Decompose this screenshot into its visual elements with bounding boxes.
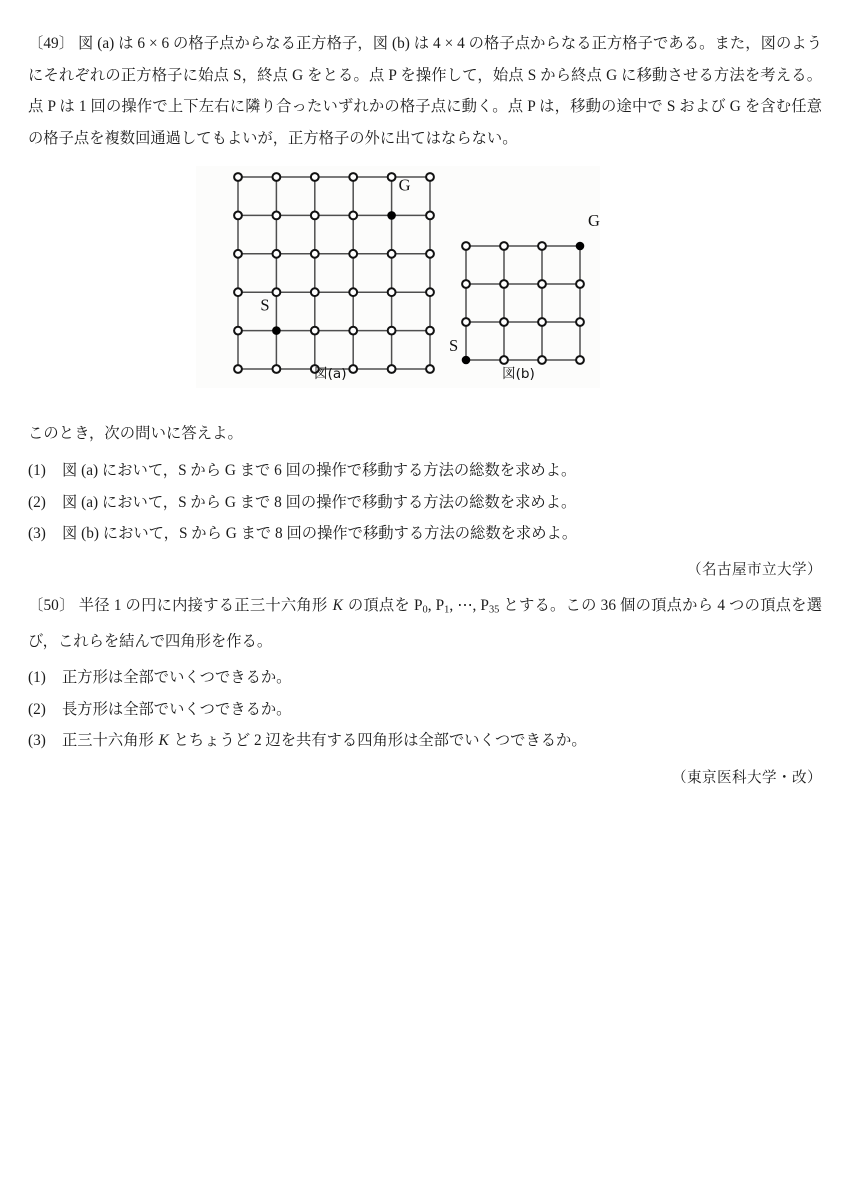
lattice-point: [273, 250, 281, 258]
problem-49-attribution: （名古屋市立大学）: [687, 561, 822, 578]
lattice-point: [538, 280, 546, 288]
lattice-point: [273, 212, 281, 220]
q49-3-text: 図 (b) において，S から G まで 8 回の操作で移動する方法の総数を求めよ。: [62, 525, 578, 543]
lattice-point: [426, 327, 434, 335]
lattice-point: [576, 318, 584, 326]
q49-1-num: (1): [28, 462, 46, 479]
marker-label-s: S: [449, 336, 459, 355]
lattice-point: [234, 250, 242, 258]
lattice-point: [576, 356, 584, 364]
lattice-point: [538, 242, 546, 250]
q50-2-num: (2): [28, 700, 46, 718]
lattice-point: [426, 250, 434, 258]
lattice-point: [311, 288, 319, 296]
figure-svg: [196, 166, 600, 388]
problem-49: [28, 28, 822, 154]
problem-49-paragraph: [28, 28, 822, 154]
lattice-point: [349, 288, 357, 296]
problem-50-mid: の頂点を P: [343, 597, 423, 614]
lattice-point: [273, 365, 281, 373]
lattice-point: [500, 318, 508, 326]
lattice-point: [311, 250, 319, 258]
q50-2-text: 長方形は全部でいくつできるか。: [62, 700, 292, 718]
lattice-point: [576, 280, 584, 288]
problem-50-sub35: 35: [488, 604, 500, 616]
lattice-point: [311, 327, 319, 335]
lattice-point: [234, 212, 242, 220]
lattice-point: [500, 242, 508, 250]
problem-50-question-2: [28, 694, 822, 726]
lattice-point: [426, 288, 434, 296]
problem-50-post: とする。この 36 個の頂点から 4 つの頂点を選び，これらを結んで四角形を作る。: [28, 597, 823, 651]
lattice-point: [234, 365, 242, 373]
lattice-point: [349, 365, 357, 373]
figure-a-caption: 図(a): [314, 366, 347, 382]
q49-2-text: 図 (a) において，S から G まで 8 回の操作で移動する方法の総数を求めよ。: [62, 493, 577, 511]
problem-49-lead: このとき，次の問いに答えよ。: [28, 425, 243, 442]
problem-49-question-1: [28, 455, 822, 487]
lattice-point: [426, 173, 434, 181]
q49-3-num: (3): [28, 525, 46, 543]
lattice-point: [311, 173, 319, 181]
lattice-point: [500, 280, 508, 288]
lattice-point: [273, 288, 281, 296]
problem-50-sub1: 1: [444, 604, 450, 616]
lattice-point-marked: [272, 326, 281, 335]
marker-label-g: G: [588, 211, 600, 230]
problem-50-var-k: K: [332, 597, 343, 614]
lattice-point-marked: [387, 211, 396, 220]
q50-3-num: (3): [28, 732, 46, 750]
problem-50-p1: , P: [427, 597, 445, 614]
problem-49-body: 図 (a) は 6 × 6 の格子点からなる正方格子，図 (b) は 4 × 4 の格子点からなる正方格子である。また，図のようにそれぞれの正方格子に始点 S，終点 G をとる。点 P を操作して，始点 S から終点 G に移動させる方法を考える。点 P は 1 回の操作で上下左右に隣り合ったいずれかの格子点に動く。点 P は，移動の途中で S および G を含む任意の格子点を複数回通過してもよいが，正方格子の外に出てはならない。: [28, 35, 822, 147]
problem-50-paragraph: [28, 590, 822, 658]
problem-49-question-2: [28, 487, 822, 519]
q50-3-post: とちょうど 2 辺を共有する四角形は全部でいくつできるか。: [169, 732, 587, 750]
q50-1-text: 正方形は全部でいくつできるか。: [62, 669, 292, 686]
lattice-point: [388, 365, 396, 373]
lattice-point: [462, 280, 470, 288]
lattice-point: [538, 356, 546, 364]
lattice-point: [349, 327, 357, 335]
problem-50: [28, 590, 822, 658]
q50-3-pre: 正三十六角形: [62, 732, 158, 750]
problem-50-sub0: 0: [422, 604, 428, 616]
lattice-point: [388, 288, 396, 296]
problem-49-tag: 〔49〕: [28, 35, 75, 52]
lattice-point: [462, 318, 470, 326]
q49-1-text: 図 (a) において，S から G まで 6 回の操作で移動する方法の総数を求めよ。: [62, 462, 577, 479]
marker-label-s: S: [260, 295, 270, 315]
lattice-point: [538, 318, 546, 326]
lattice-point: [234, 327, 242, 335]
fig-b: [449, 211, 600, 364]
problem-50-dots: , ⋯, P: [449, 597, 489, 614]
lattice-point: [388, 250, 396, 258]
fig-a: [234, 173, 434, 373]
lattice-point: [426, 212, 434, 220]
lattice-point: [273, 173, 281, 181]
q50-3-var-k: K: [158, 732, 169, 750]
q49-2-num: (2): [28, 493, 46, 511]
figure-b-caption: 図(b): [502, 366, 535, 382]
lattice-point: [234, 288, 242, 296]
problem-50-question-1: [28, 662, 822, 694]
lattice-point: [349, 173, 357, 181]
problem-49-question-3: [28, 518, 822, 550]
lattice-point: [388, 327, 396, 335]
problem-50-questions: [28, 662, 822, 757]
problem-49-questions: [28, 455, 822, 550]
lattice-point-marked: [462, 356, 471, 365]
lattice-point: [349, 250, 357, 258]
problem-50-question-3: [28, 725, 822, 757]
marker-label-g: G: [398, 175, 411, 195]
problem-50-tag: 〔50〕: [28, 597, 75, 614]
lattice-point-marked: [576, 242, 585, 251]
lattice-point: [426, 365, 434, 373]
lattice-point: [388, 173, 396, 181]
q50-1-num: (1): [28, 669, 46, 686]
lattice-point: [311, 212, 319, 220]
problem-50-attribution: （東京医科大学・改）: [672, 769, 822, 786]
lattice-point: [349, 212, 357, 220]
problem-50-pre: 半径 1 の円に内接する正三十六角形: [78, 597, 332, 614]
lattice-point: [234, 173, 242, 181]
figure-lattice-grids: [196, 166, 600, 388]
lattice-point: [462, 242, 470, 250]
